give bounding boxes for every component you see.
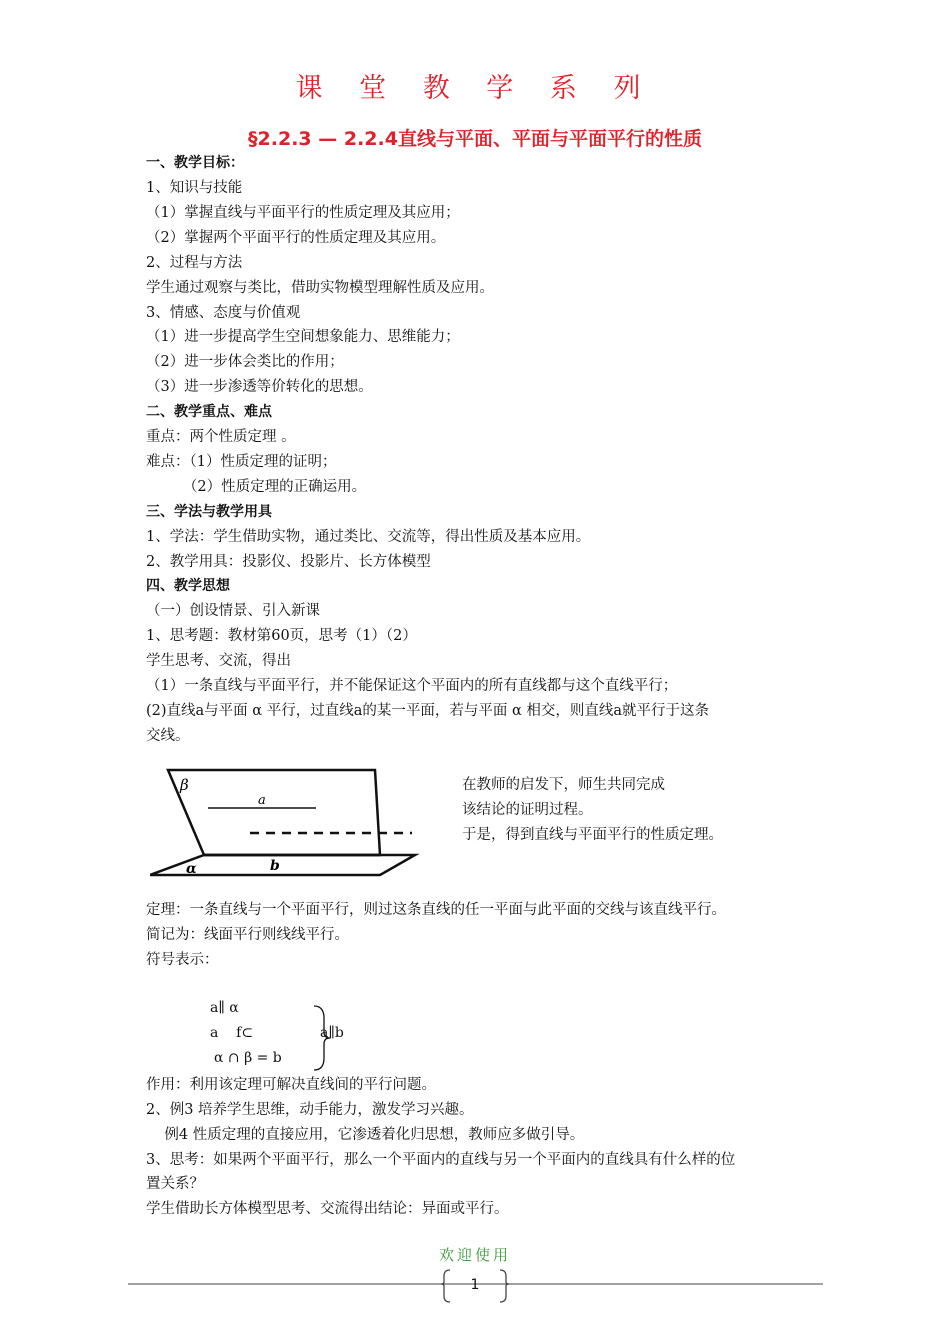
symbol-intro: 符号表示：	[146, 952, 219, 968]
text-line: (2)直线a与平面 α 平行，过直线a的某一平面，若与平面 α 相交，则直线a就平行于这条	[146, 703, 709, 719]
symbol-premise-1: a∥ α	[210, 1000, 239, 1016]
footer-text: 欢迎使用	[438, 1246, 511, 1264]
text-line: 1、思考题：教材第60页，思考（1）（2）	[146, 628, 417, 644]
page-number: 1	[470, 1277, 480, 1293]
main-title: 课 堂 教 学 系 列	[295, 73, 655, 104]
heading-thinking: 四、教学思想	[146, 578, 230, 594]
text-line: 2、教学用具：投影仪、投影片、长方体模型	[146, 554, 431, 570]
label-a: a	[258, 793, 266, 808]
text-line: （2）掌握两个平面平行的性质定理及其应用。	[146, 230, 446, 246]
label-alpha: α	[186, 861, 197, 877]
figure-caption: 该结论的证明过程。	[462, 802, 593, 818]
text-line: （1）进一步提高学生空间想象能力、思维能力；	[146, 329, 460, 345]
figure-caption: 在教师的启发下，师生共同完成	[462, 777, 665, 793]
text-line: （一）创设情景、引入新课	[146, 603, 320, 619]
symbol-premise-2: a f⊂	[210, 1025, 254, 1041]
theorem-text: 定理：一条直线与一个平面平行，则过这条直线的任一平面与此平面的交线与该直线平行。	[146, 902, 726, 918]
text-line: 置关系？	[146, 1176, 204, 1192]
text-line: 交线。	[146, 728, 190, 744]
text-line: 学生思考、交流，得出	[146, 653, 291, 669]
plane-beta-shape	[168, 770, 380, 855]
text-line: 1、学法：学生借助实物，通过类比、交流等，得出性质及基本应用。	[146, 529, 591, 545]
text-line: 学生通过观察与类比，借助实物模型理解性质及应用。	[146, 280, 494, 296]
heading-methods: 三、学法与教学用具	[146, 504, 272, 520]
text-line: 2、例3 培养学生思维，动手能力，激发学习兴趣。	[146, 1102, 474, 1118]
symbol-result: a∥b	[320, 1025, 344, 1041]
text-line: （1）掌握直线与平面平行的性质定理及其应用；	[146, 205, 460, 221]
text-line: （2）性质定理的正确运用。	[146, 479, 367, 495]
figure-caption: 于是，得到直线与平面平行的性质定理。	[462, 827, 723, 843]
text-line: 3、思考：如果两个平面平行，那么一个平面内的直线与另一个平面内的直线具有什么样的位	[146, 1152, 736, 1168]
text-line: 2、过程与方法	[146, 255, 243, 271]
heading-key-points: 二、教学重点、难点	[146, 404, 272, 420]
text-line: （2）进一步体会类比的作用；	[146, 354, 344, 370]
text-line: 例4 性质定理的直接应用，它渗透着化归思想，教师应多做引导。	[146, 1127, 585, 1143]
label-b: b	[270, 858, 280, 874]
text-line: （1）一条直线与平面平行，并不能保证这个平面内的所有直线都与这个直线平行；	[146, 678, 678, 694]
section-title: §2.2.3 — 2.2.4直线与平面、平面与平面平行的性质	[248, 128, 702, 150]
symbol-premise-3: α ∩ β = b	[214, 1050, 282, 1066]
heading-objectives: 一、教学目标：	[146, 155, 244, 171]
text-line: 1、知识与技能	[146, 180, 243, 196]
text-line: 重点：两个性质定理 。	[146, 429, 296, 445]
text-line: 学生借助长方体模型思考、交流得出结论：异面或平行。	[146, 1201, 509, 1217]
label-beta: β	[180, 776, 189, 794]
text-line: 作用：利用该定理可解决直线间的平行问题。	[146, 1077, 436, 1093]
planes-figure	[150, 760, 430, 885]
text-line: （3）进一步渗透等价转化的思想。	[146, 379, 373, 395]
text-line: 难点：（1）性质定理的证明；	[146, 454, 337, 470]
theorem-short: 简记为：线面平行则线线平行。	[146, 927, 349, 943]
text-line: 3、情感、态度与价值观	[146, 305, 301, 321]
